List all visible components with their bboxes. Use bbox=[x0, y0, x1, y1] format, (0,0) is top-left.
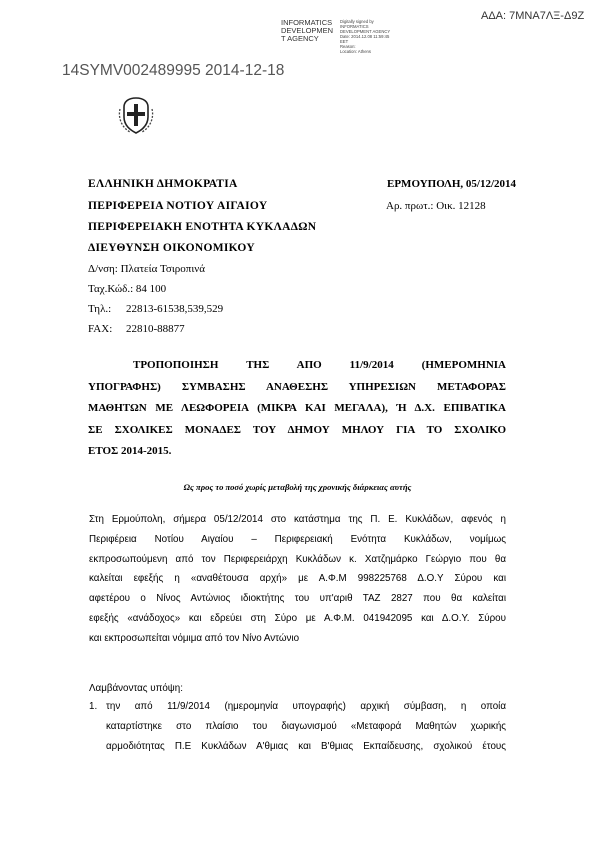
signature-detail: Location: Athens bbox=[340, 49, 371, 54]
contact-fax-label: FAX: bbox=[88, 323, 113, 335]
signature-detail: DEVELOPMENT AGENCY bbox=[340, 29, 391, 34]
greek-emblem-icon bbox=[116, 95, 156, 135]
protocol-number: Αρ. πρωτ.: Οικ. 12128 bbox=[386, 200, 486, 212]
signature-detail: INFORMATICS bbox=[340, 24, 369, 29]
signature-detail: Date: 2014.12.08 11:59:45 bbox=[340, 34, 390, 39]
contact-phone: 22813-61538,539,529 bbox=[126, 303, 224, 315]
title-line: ΜΑΘΗΤΩΝ ΜΕ ΛΕΩΦΟΡΕΙΑ (ΜΙΚΡΑ ΚΑΙ ΜΕΓΑΛΑ), Ή Δ.Χ. ΕΠΙΒΑΤΙΚΑ bbox=[88, 402, 506, 414]
contact-fax: 22810-88877 bbox=[126, 323, 185, 335]
body-paragraph bbox=[89, 510, 506, 649]
header-directorate: ΔΙΕΥΘΥΝΣΗ ΟΙΚΟΝΟΜΙΚΟΥ bbox=[88, 242, 255, 254]
digital-signature-details bbox=[340, 19, 412, 54]
contact-phone-label: Τηλ.: bbox=[88, 303, 112, 315]
header-regional-unit: ΠΕΡΙΦΕΡΕΙΑΚΗ ΕΝΟΤΗΤΑ ΚΥΚΛΑΔΩΝ bbox=[88, 221, 317, 233]
header-region: ΠΕΡΙΦΕΡΕΙΑ ΝΟΤΙΟΥ ΑΙΓΑΙΟΥ bbox=[88, 200, 268, 212]
title-line: ΤΡΟΠΟΠΟΙΗΣΗ ΤΗΣ ΑΠΟ 11/9/2014 (ΗΜΕΡΟΜΗΝΙΑ bbox=[133, 359, 506, 371]
list-item-number: 1. bbox=[89, 701, 98, 712]
document-title bbox=[88, 355, 506, 463]
document-code: 14SYMV002489995 2014-12-18 bbox=[62, 62, 285, 79]
ada-code: ΑΔΑ: 7ΜΝΑ7ΛΞ-Δ9Ζ bbox=[481, 10, 585, 22]
place-date: ΕΡΜΟΥΠΟΛΗ, 05/12/2014 bbox=[387, 178, 517, 190]
signature-line: DEVELOPMEN bbox=[281, 26, 334, 35]
contact-postal-code: Ταχ.Κώδ.: 84 100 bbox=[88, 283, 167, 295]
body-line: εκπροσωπούμενη από τον Περιφερειάρχη Κυκλάδων κ. Χατζημάρκο Γεώργιο που θα bbox=[89, 553, 506, 565]
body-line: εφεξής «ανάδοχος» και εδρεύει στη Σύρο με Α.Φ.Μ. 041942095 και Δ.Ο.Υ. Σύρου bbox=[89, 612, 506, 624]
signature-line: T AGENCY bbox=[281, 34, 319, 43]
body-line: Περιφέρεια Νοτίου Αιγαίου – Περιφερειακή Ενότητα Κυκλάδων, νομίμως bbox=[89, 533, 506, 545]
considering-label: Λαμβάνοντας υπόψη: bbox=[89, 683, 183, 694]
body-line: Στη Ερμούπολη, σήμερα 05/12/2014 στο κατάστημα της Π. Ε. Κυκλάδων, αφενός η bbox=[89, 514, 506, 525]
body-line: καλείται εφεξής η «αναθέτουσα αρχή» με Α.Φ.Μ 998225768 Δ.Ο.Υ Σύρου και bbox=[89, 573, 506, 585]
body-line: αφετέρου ο Νίνος Αντώνιος ιδιοκτήτης του υπ'αριθ ΤΑΖ 2827 που θα καλείται bbox=[89, 593, 506, 605]
signature-detail: EET bbox=[340, 39, 349, 44]
list-item bbox=[106, 697, 506, 756]
title-line: ΣΕ ΣΧΟΛΙΚΕΣ ΜΟΝΑΔΕΣ ΤΟΥ ΔΗΜΟΥ ΜΗΛΟΥ ΓΙΑ ΤΟ ΣΧΟΛΙΚΟ bbox=[88, 423, 506, 436]
body-line: και εκπροσωπείται νόμιμα από τον Νίνο Αντώνιο bbox=[89, 632, 300, 644]
title-line: ΥΠΟΓΡΑΦΗΣ) ΣΥΜΒΑΣΗΣ ΑΝΑΘΕΣΗΣ ΥΠΗΡΕΣΙΩΝ ΜΕΤΑΦΟΡΑΣ bbox=[88, 380, 506, 393]
signature-detail: Reason: bbox=[340, 44, 356, 49]
title-line: ΕΤΟΣ 2014-2015. bbox=[88, 445, 172, 457]
list-item-line: καταρτίστηκε στο πλαίσιο του διαγωνισμού «Μεταφορά Μαθητών χωρικής bbox=[106, 720, 506, 732]
list-item-line: αρμοδιότητας Π.Ε Κυκλάδων Α'θμιας και Β'θμιας Εκπαίδευσης, σχολικού έτους bbox=[106, 740, 506, 752]
signature-line: INFORMATICS bbox=[281, 18, 333, 27]
document-subtitle: Ως προς το ποσό χωρίς μεταβολή της χρονικής διάρκειας αυτής bbox=[183, 482, 412, 492]
signature-detail: Digitally signed by bbox=[340, 19, 374, 24]
header-country: ΕΛΛΗΝΙΚΗ ΔΗΜΟΚΡΑΤΙΑ bbox=[88, 178, 238, 190]
list-item-line: την από 11/9/2014 (ημερομηνία υπογραφής) αρχική σύμβαση, η οποία bbox=[106, 701, 506, 712]
contact-address: Δ/νση: Πλατεία Τσιροπινά bbox=[88, 263, 206, 275]
digital-signature-name bbox=[281, 19, 345, 43]
